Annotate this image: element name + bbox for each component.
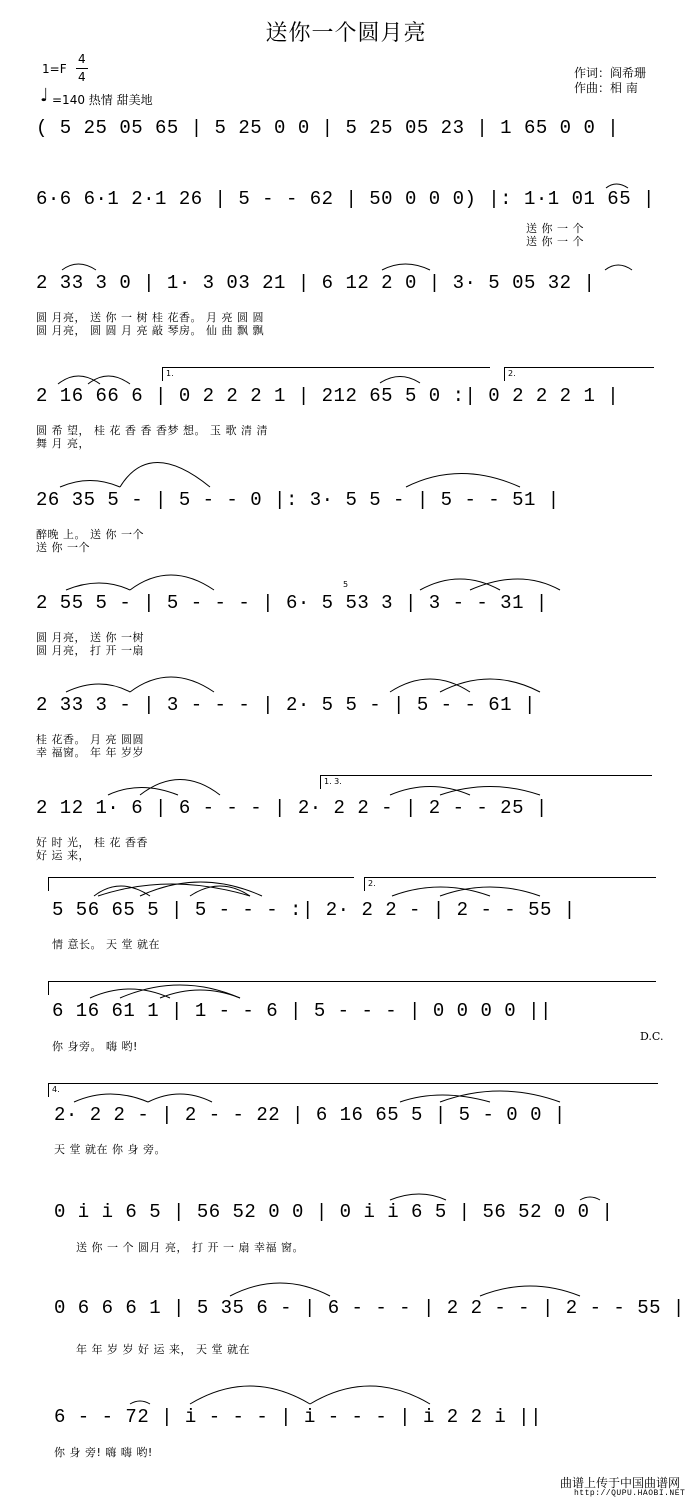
notation-line: 2 12 1· 6 | 6 - - - | 2· 2 2 - | 2 - - 25 | — [36, 797, 548, 819]
time-signature-numerator: 4 — [78, 52, 86, 66]
lyric-line: 幸 福窗。 年 年 岁岁 — [36, 746, 144, 759]
notation-line: 2 33 3 - | 3 - - - | 2· 5 5 - | 5 - - 61 | — [36, 694, 536, 716]
lyric-line: 好 运 来， — [36, 849, 90, 862]
breath-mark: 5 — [343, 580, 349, 589]
lyricist-credit: 作词：阎希珊 — [574, 66, 647, 80]
notation-line: 2 33 3 0 | 1· 3 03 21 | 6 12 2 0 | 3· 5 05 32 | — [36, 272, 596, 294]
notation-line: 2 55 5 - | 5 - - - | 6· 5 53 3 | 3 - - 31 | — [36, 592, 548, 614]
volta-label: 4. — [52, 1085, 60, 1094]
time-signature-denominator: 4 — [78, 70, 86, 84]
lyric-line: 圆 月亮， 打 开 一扇 — [36, 644, 144, 657]
volta-label: 2. — [368, 879, 376, 888]
notation-line: 5 56 65 5 | 5 - - - :| 2· 2 2 - | 2 - - 55 | — [52, 899, 576, 921]
lyric-line: 你 身旁。 嗨 哟! — [52, 1040, 138, 1053]
lyric-line: 桂 花香。 月 亮 圆圆 — [36, 733, 144, 746]
notation-line: 0 6 6 6 1 | 5 35 6 - | 6 - - - | 2 2 - - | 2 - - 55 | — [54, 1297, 685, 1319]
footer-url: http://QUPU.HAOBI.NET — [574, 1489, 686, 1498]
lyric-line: 好 时 光， 桂 花 香香 — [36, 836, 148, 849]
dc-marking: D.C. — [640, 1030, 664, 1043]
notation-line: 6·6 6·1 2·1 26 | 5 - - 62 | 50 0 0 0) |: 1·1 01 65 | — [36, 188, 655, 210]
volta-label: 1. — [166, 369, 174, 378]
lyric-line: 舞 月 亮， — [36, 437, 90, 450]
notation-line: ( 5 25 05 65 | 5 25 0 0 | 5 25 05 23 | 1 65 0 0 | — [36, 117, 620, 139]
lyric-line: 醉晚 上。 送 你 一个 — [36, 528, 144, 541]
lyric-line: 送 你 一 个 — [526, 235, 584, 248]
lyric-line: 圆 月亮， 圆 圆 月 亮 敲 琴房。 仙 曲 飘 飘 — [36, 324, 264, 337]
notation-line: 26 35 5 - | 5 - - 0 |: 3· 5 5 - | 5 - - 51 | — [36, 489, 560, 511]
lyric-line: 圆 月亮， 送 你 一 树 桂 花香。 月 亮 圆 圆 — [36, 311, 264, 324]
composer-credit: 作曲：相 南 — [574, 81, 638, 95]
volta-label: 2. — [508, 369, 516, 378]
notation-line: 0 i i 6 5 | 56 52 0 0 | 0 i i 6 5 | 56 52 0 0 | — [54, 1201, 614, 1223]
lyric-line: 送 你 一 个 圆月 亮， 打 开 一 扇 幸福 窗。 — [76, 1241, 304, 1254]
lyric-line: 送 你 一个 — [36, 541, 90, 554]
notation-line: 6 - - 72 | i - - - | i - - - | i 2 2 i || — [54, 1406, 542, 1428]
lyric-line: 年 年 岁 岁 好 运 来， 天 堂 就在 — [76, 1343, 250, 1356]
notation-line: 2· 2 2 - | 2 - - 22 | 6 16 65 5 | 5 - 0 0 | — [54, 1104, 566, 1126]
footer-watermark: 曲谱上传于中国曲谱网 — [560, 1476, 681, 1490]
notation-line: 6 16 61 1 | 1 - - 6 | 5 - - - | 0 0 0 0 || — [52, 1000, 552, 1022]
notation-line: 2 16 66 6 | 0 2 2 2 1 | 212 65 5 0 :| 0 2 2 2 1 | — [36, 385, 620, 407]
key-signature: 1=F — [42, 62, 67, 76]
lyric-line: 你 身 旁! 嗨 嗨 哟! — [54, 1446, 153, 1459]
lyric-line: 送 你 一 个 — [526, 222, 584, 235]
page-title: 送你一个圆月亮 — [265, 21, 427, 46]
lyric-line: 圆 希 望， 桂 花 香 香 香梦 想。 玉 歌 清 清 — [36, 424, 268, 437]
lyric-line: 天 堂 就在 你 身 旁。 — [54, 1143, 166, 1156]
tempo-marking: =140 热情 甜美地 — [52, 93, 153, 107]
quarter-note-icon: ♩ — [40, 85, 49, 106]
lyric-line: 圆 月亮， 送 你 一树 — [36, 631, 144, 644]
lyric-line: 情 意长。 天 堂 就在 — [52, 938, 160, 951]
volta-label: 1. 3. — [324, 777, 342, 786]
